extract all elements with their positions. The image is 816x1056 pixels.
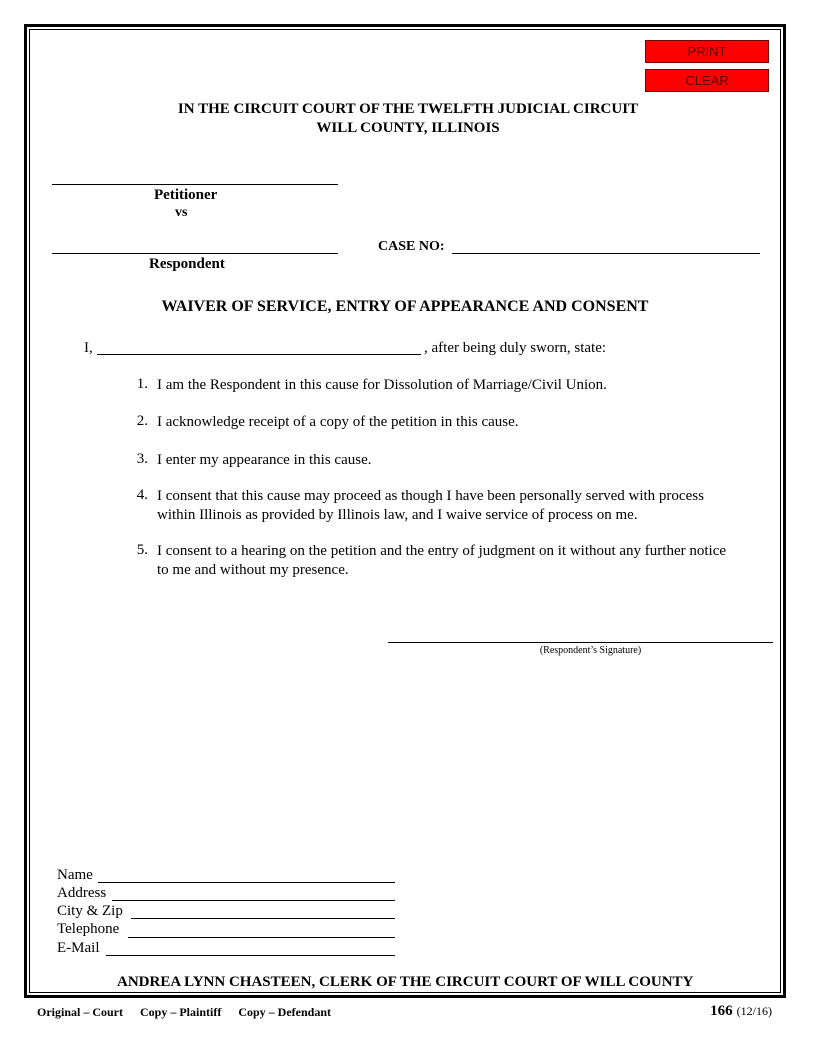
email-field[interactable] (106, 955, 395, 956)
distribution-copy-defendant: Copy – Defendant (238, 1005, 332, 1019)
telephone-label: Telephone (57, 921, 120, 937)
name-field[interactable] (98, 882, 395, 883)
item-number: 3. (136, 451, 148, 467)
signature-caption: (Respondent’s Signature) (539, 645, 642, 656)
item-number: 2. (136, 413, 148, 429)
intro-suffix: , after being duly sworn, state: (424, 340, 607, 356)
item-text: I consent that this cause may proceed as though I have been personally served with process (157, 488, 704, 504)
case-no-label: CASE NO: (378, 239, 445, 254)
court-heading: IN THE CIRCUIT COURT OF THE TWELFTH JUDICIAL CIRCUIT (177, 101, 639, 117)
petitioner-label: Petitioner (154, 187, 218, 203)
clerk-name: ANDREA LYNN CHASTEEN, CLERK OF THE CIRCUIT COURT OF WILL COUNTY (117, 974, 694, 990)
address-label: Address (57, 885, 107, 901)
item-text: I enter my appearance in this cause. (157, 452, 372, 468)
respondent-line[interactable] (52, 253, 338, 254)
item-text: to me and without my presence. (157, 562, 349, 578)
telephone-field[interactable] (128, 937, 395, 938)
document-title: WAIVER OF SERVICE, ENTRY OF APPEARANCE AND CONSENT (161, 298, 649, 315)
form-id (710, 1002, 772, 1020)
distribution-copy-plaintiff: Copy – Plaintiff (140, 1005, 222, 1019)
form-number: 166 (710, 1003, 733, 1019)
distribution-note (37, 1005, 345, 1020)
email-label: E-Mail (57, 940, 100, 956)
item-text: within Illinois as provided by Illinois law, and I waive service of process on me. (157, 507, 638, 523)
distribution-original: Original – Court (37, 1005, 123, 1019)
form-revision: (12/16) (736, 1004, 772, 1018)
city-zip-label: City & Zip (57, 903, 123, 919)
petitioner-line[interactable] (52, 184, 338, 185)
county-heading: WILL COUNTY, ILLINOIS (316, 120, 500, 136)
respondent-signature-line[interactable] (388, 642, 773, 643)
clear-button[interactable]: CLEAR (645, 69, 769, 92)
item-text: I consent to a hearing on the petition and the entry of judgment on it without any further notice (157, 543, 727, 559)
city-zip-field[interactable] (131, 918, 395, 919)
item-number: 5. (136, 542, 148, 558)
name-label: Name (57, 867, 93, 883)
print-button[interactable]: PRINT (645, 40, 769, 63)
item-number: 4. (136, 487, 148, 503)
address-field[interactable] (112, 900, 395, 901)
respondent-label: Respondent (149, 256, 225, 272)
item-number: 1. (136, 376, 148, 392)
item-text: I acknowledge receipt of a copy of the petition in this cause. (157, 414, 519, 430)
case-no-field[interactable] (452, 253, 760, 254)
vs-label: vs (175, 205, 188, 220)
item-text: I am the Respondent in this cause for Dissolution of Marriage/Civil Union. (157, 377, 607, 393)
intro-prefix: I, (84, 340, 93, 356)
declarant-name-field[interactable] (97, 354, 421, 355)
